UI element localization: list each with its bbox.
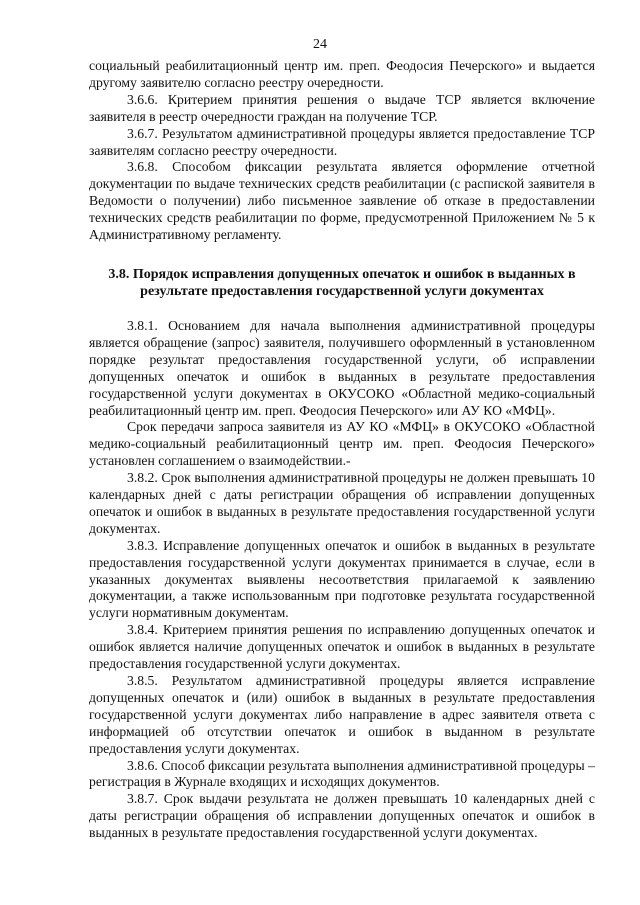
paragraph-3-8-7: 3.8.7. Срок выдачи результата не должен превышать 10 календарных дней с даты регистрации обращения об исправлении допущенных опечаток и ошибок в выданных в результате предоставления государственной услуги документах. (89, 791, 595, 841)
paragraph-3-8-3: 3.8.3. Исправление допущенных опечаток и ошибок в выданных в результате предоставления государственной услуги документах принимается в случае, если в указанных документах выявлены несоответствия прилагаемой к заявлению документации, а также использованным при подготовке результата государственной услуги нормативным документам. (89, 537, 595, 621)
paragraph-3-6-8: 3.6.8. Способом фиксации результата является оформление отчетной документации по выдаче технических средств реабилитации (с распиской заявителя в Ведомости о получении) либо письменное заявление об отказе в предоставлении технических средств реабилитации по форме, предусмотренной Приложением № 5 к Административному регламенту. (89, 159, 595, 243)
paragraph-3-8-6: 3.8.6. Способ фиксации результата выполнения административной процедуры – регистрация в Журнале входящих и исходящих документов. (89, 757, 595, 790)
paragraph-transfer-term: Срок передачи запроса заявителя из АУ КО «МФЦ» в ОКУСОКО «Областной медико-социальный реабилитационный центр им. преп. Феодосия Печерского» установлен соглашением о взаимодействии.- (89, 419, 595, 469)
paragraph-3-8-1: 3.8.1. Основанием для начала выполнения административной процедуры является обращение (запрос) заявителя, получившего оформленный в установленном порядке результат предоставления государственной услуги, об исправлении допущенных опечаток и ошибок в выданных в результате предоставления государственной услуги документах в ОКУСОКО «Областной медико-социальный реабилитационный центр им. преп. Феодосия Печерского» или АУ КО «МФЦ». (89, 317, 595, 418)
paragraph-3-8-2: 3.8.2. Срок выполнения административной процедуры не должен превышать 10 календарных дней с даты регистрации обращения об исправлении допущенных опечаток и ошибок в выданных в результате предоставления государственной услуги документах. (89, 470, 595, 536)
page-number: 24 (313, 37, 327, 52)
document-body (89, 58, 595, 842)
paragraph-3-6-6: 3.6.6. Критерием принятия решения о выдаче ТСР является включение заявителя в реестр очередности граждан на получение ТСР. (89, 91, 595, 124)
section-heading-3-8: 3.8. Порядок исправления допущенных опечаток и ошибок в выданных в результате предоставления государственной услуги документах (108, 266, 576, 299)
paragraph-3-6-7: 3.6.7. Результатом административной процедуры является предоставление ТСР заявителям согласно реестру очередности. (89, 125, 595, 158)
paragraph-3-8-5: 3.8.5. Результатом административной процедуры является исправление допущенных опечаток и (или) ошибок в выданных в результате предоставления государственной услуги документах либо направление в адрес заявителя ответа с информацией об отсутствии опечаток и ошибок в выданном в результате предоставления услуги документах. (89, 673, 595, 756)
paragraph-3-8-4: 3.8.4. Критерием принятия решения по исправлению допущенных опечаток и ошибок является наличие допущенных опечаток и ошибок в выданных в результате предоставления государственной услуги документах. (89, 622, 595, 672)
paragraph-continuation: социальный реабилитационный центр им. преп. Феодосия Печерского» и выдается другому заявителю согласно реестру очередности. (89, 58, 595, 90)
